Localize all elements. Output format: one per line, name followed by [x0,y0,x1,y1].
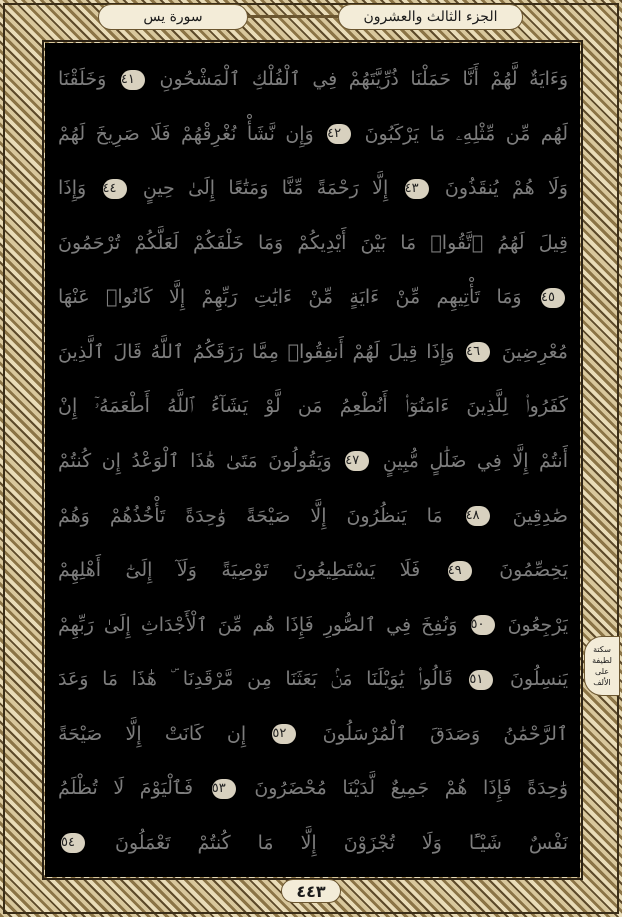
ayah-number-marker: ٥٣ [212,779,236,799]
verse-text: ٱلرَّحْمَٰنُ وَصَدَقَ ٱلْمُرْسَلُونَ [322,722,568,745]
ayah-number-marker: ٤٤ [103,179,127,199]
ayah-number-marker: ٤٧ [345,451,369,471]
verse-text: فَلَا يَسْتَطِيعُونَ تَوْصِيَةً وَلَآ إِلَىٰٓ أَهْلِهِمْ [58,559,421,582]
verse-line [58,327,568,378]
ayah-number-marker: ٥١ [469,670,493,690]
verse-text: مَا يَنظُرُونَ إِلَّا صَيْحَةً وَٰحِدَةً تَأْخُذُهُمْ وَهُمْ [58,504,443,527]
verse-line [58,709,568,760]
verse-text: وَإِذَا [58,177,87,200]
ayah-number-marker: ٤٥ [541,288,565,308]
page-number: ٤٤٣ [281,879,341,903]
ayah-number-marker: ٥٢ [272,724,296,744]
verse-line [58,545,568,596]
verse-line [58,436,568,487]
verse-text: وَلَا هُمْ يُنقَذُونَ [444,177,568,200]
juz-header-label: الجزء الثالث والعشرون [338,4,523,30]
verse-text: أَنتُمْ إِلَّا فِي ضَلَٰلٍ مُّبِينٍ [382,449,568,472]
verse-text: مُعْرِضِينَ [501,340,568,363]
verse-text: نَفْسٌ شَيْـًٔا وَلَا تُجْزَوْنَ إِلَّا مَا كُنتُمْ تَعْمَلُونَ [115,831,568,854]
verse-line [58,272,568,323]
margin-note: سكتة لطيفة على الألف [584,636,620,696]
verse-text: لَهُم مِّن مِّثْلِهِۦ مَا يَرْكَبُونَ [364,122,568,145]
verse-line [58,109,568,160]
verse-line [58,654,568,705]
verse-text: وَإِن نَّشَأْ نُغْرِقْهُمْ فَلَا صَرِيخَ لَهُمْ [58,122,314,145]
surah-header-label: سورة يس [98,4,248,30]
verse-text: صَٰدِقِينَ [512,504,568,527]
verse-text: وَنُفِخَ فِي ٱلصُّورِ فَإِذَا هُم مِّنَ ٱلْأَجْدَاثِ إِلَىٰ رَبِّهِمْ [58,613,458,636]
verse-text: قَالُوا۟ يَٰوَيْلَنَا مَنۢ بَعَثَنَا مِن مَّرْقَدِنَا ۜ هَٰذَا مَا وَعَدَ [58,668,453,691]
verse-text: يَنسِلُونَ [509,668,568,691]
verse-text: فَٱلْيَوْمَ لَا تُظْلَمُ [58,777,194,800]
verse-line [58,600,568,651]
ayah-number-marker: ٤٢ [327,124,351,144]
verse-text: وَيَقُولُونَ مَتَىٰ هَٰذَا ٱلْوَعْدُ إِن كُنتُمْ [58,449,332,472]
ayah-number-marker: ٤٣ [405,179,429,199]
verse-text: وَٰحِدَةً فَإِذَا هُمْ جَمِيعٌ لَّدَيْنَا مُحْضَرُونَ [254,777,568,800]
ayah-number-marker: ٥٠ [471,615,495,635]
verse-line [58,818,568,869]
ayah-number-marker: ٤١ [121,70,145,90]
verse-line [58,381,568,432]
verse-line [58,163,568,214]
ayah-number-marker: ٥٤ [61,833,85,853]
verse-text: إِن كَانَتْ إِلَّا صَيْحَةً [58,722,247,745]
ayah-number-marker: ٤٩ [448,561,472,581]
verse-text: وَمَا تَأْتِيهِم مِّنْ ءَايَةٍ مِّنْ ءَايَٰتِ رَبِّهِمْ إِلَّا كَانُوا۟ عَنْهَا [58,286,522,309]
ayah-number-marker: ٤٦ [466,342,490,362]
header-connector [248,15,338,18]
verse-text: وَإِذَا قِيلَ لَهُمْ أَنفِقُوا۟ مِمَّا رَزَقَكُمُ ٱللَّهُ قَالَ ٱلَّذِينَ [58,340,455,363]
verse-line [58,218,568,269]
verse-text: وَخَلَقْنَا [58,68,107,90]
verse-text: يَرْجِعُونَ [507,613,568,636]
verse-line [58,54,568,105]
verse-text: قِيلَ لَهُمُ ٱتَّقُوا۟ مَا بَيْنَ أَيْدِيكُمْ وَمَا خَلْفَكُمْ لَعَلَّكُمْ تُرْحَمُونَ [58,231,568,254]
verse-text: وَءَايَةٌ لَّهُمْ أَنَّا حَمَلْنَا ذُرِّيَّتَهُمْ فِي ٱلْفُلْكِ ٱلْمَشْحُونِ [159,68,568,90]
verse-line [58,763,568,814]
verse-text: يَخِصِّمُونَ [499,559,568,582]
ayah-number-marker: ٤٨ [466,506,490,526]
verse-text: إِلَّا رَحْمَةً مِّنَّا وَمَتَٰعًا إِلَىٰ حِينٍ [142,177,389,200]
verse-lines [58,54,568,869]
verse-text: كَفَرُوا۟ لِلَّذِينَ ءَامَنُوٓا۟ أَنُطْعِمُ مَن لَّوْ يَشَآءُ ٱللَّهُ أَطْعَمَهُۥٓ إِنْ [58,395,568,418]
verse-line [58,491,568,542]
